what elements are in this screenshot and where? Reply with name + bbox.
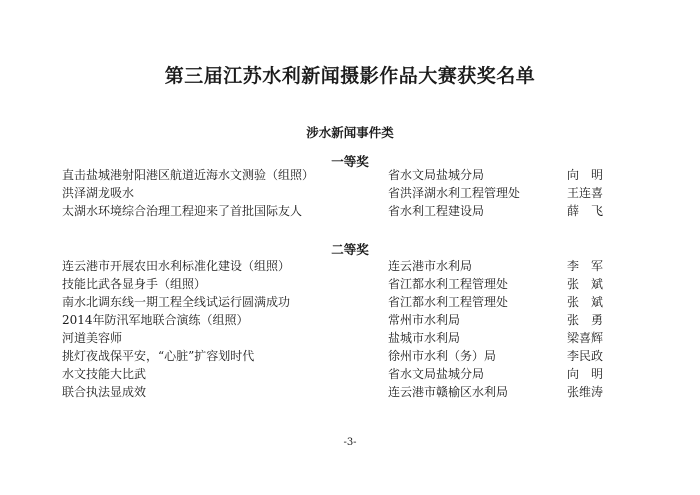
work-unit: 徐州市水利（务）局 [388, 349, 497, 363]
work-title: 联合执法显成效 [62, 385, 147, 399]
work-author: 向 明 [567, 168, 604, 182]
work-unit: 连云港市赣榆区水利局 [388, 385, 509, 399]
second-prize-heading: 二等奖 [331, 242, 369, 257]
work-title: 洪泽湖龙吸水 [62, 186, 135, 200]
work-title: 技能比武各显身手（组照） [62, 277, 207, 291]
first-prize-heading: 一等奖 [331, 154, 369, 169]
award-row [0, 202, 700, 220]
work-author: 薛 飞 [567, 204, 604, 218]
award-row [0, 383, 700, 401]
work-unit: 连云港市水利局 [388, 259, 473, 273]
work-unit: 省水文局盐城分局 [388, 367, 485, 381]
second-prize-list [0, 257, 700, 401]
award-row [0, 257, 700, 275]
work-title: 南水北调东线一期工程全线试运行圆满成功 [62, 295, 291, 309]
award-row [0, 329, 700, 347]
work-unit: 省江都水利工程管理处 [388, 277, 509, 291]
award-row [0, 347, 700, 365]
work-author: 张 勇 [567, 313, 604, 327]
work-unit: 省水文局盐城分局 [388, 168, 485, 182]
work-title: 2014年防汛军地联合演练（组照） [62, 313, 249, 327]
work-unit: 盐城市水利局 [388, 331, 461, 345]
work-title: 连云港市开展农田水利标准化建设（组照） [62, 259, 291, 273]
award-row [0, 184, 700, 202]
work-title: 河道美容师 [62, 331, 123, 345]
page-title: 第三届江苏水利新闻摄影作品大赛获奖名单 [164, 65, 536, 87]
work-unit: 省水利工程建设局 [388, 204, 485, 218]
work-author: 向 明 [567, 367, 604, 381]
work-title: 挑灯夜战保平安，“心脏”扩容划时代 [62, 349, 255, 363]
work-author: 王连喜 [567, 186, 604, 200]
first-prize-list [0, 166, 700, 220]
work-unit: 常州市水利局 [388, 313, 461, 327]
work-title: 直击盐城港射阳港区航道近海水文测验（组照） [62, 168, 315, 182]
award-row [0, 311, 700, 329]
category-heading: 涉水新闻事件类 [306, 125, 394, 140]
award-row [0, 365, 700, 383]
work-title: 水文技能大比武 [62, 367, 147, 381]
work-author: 张 斌 [567, 295, 604, 309]
work-author: 李 军 [567, 259, 604, 273]
work-author: 李民政 [567, 349, 604, 363]
work-title: 太湖水环境综合治理工程迎来了首批国际友人 [62, 204, 303, 218]
work-unit: 省洪泽湖水利工程管理处 [388, 186, 521, 200]
award-row [0, 275, 700, 293]
award-row [0, 293, 700, 311]
work-author: 张 斌 [567, 277, 604, 291]
work-author: 梁喜辉 [567, 331, 604, 345]
work-unit: 省江都水利工程管理处 [388, 295, 509, 309]
page-number: -3- [343, 437, 357, 448]
award-row [0, 166, 700, 184]
work-author: 张维涛 [567, 385, 604, 399]
